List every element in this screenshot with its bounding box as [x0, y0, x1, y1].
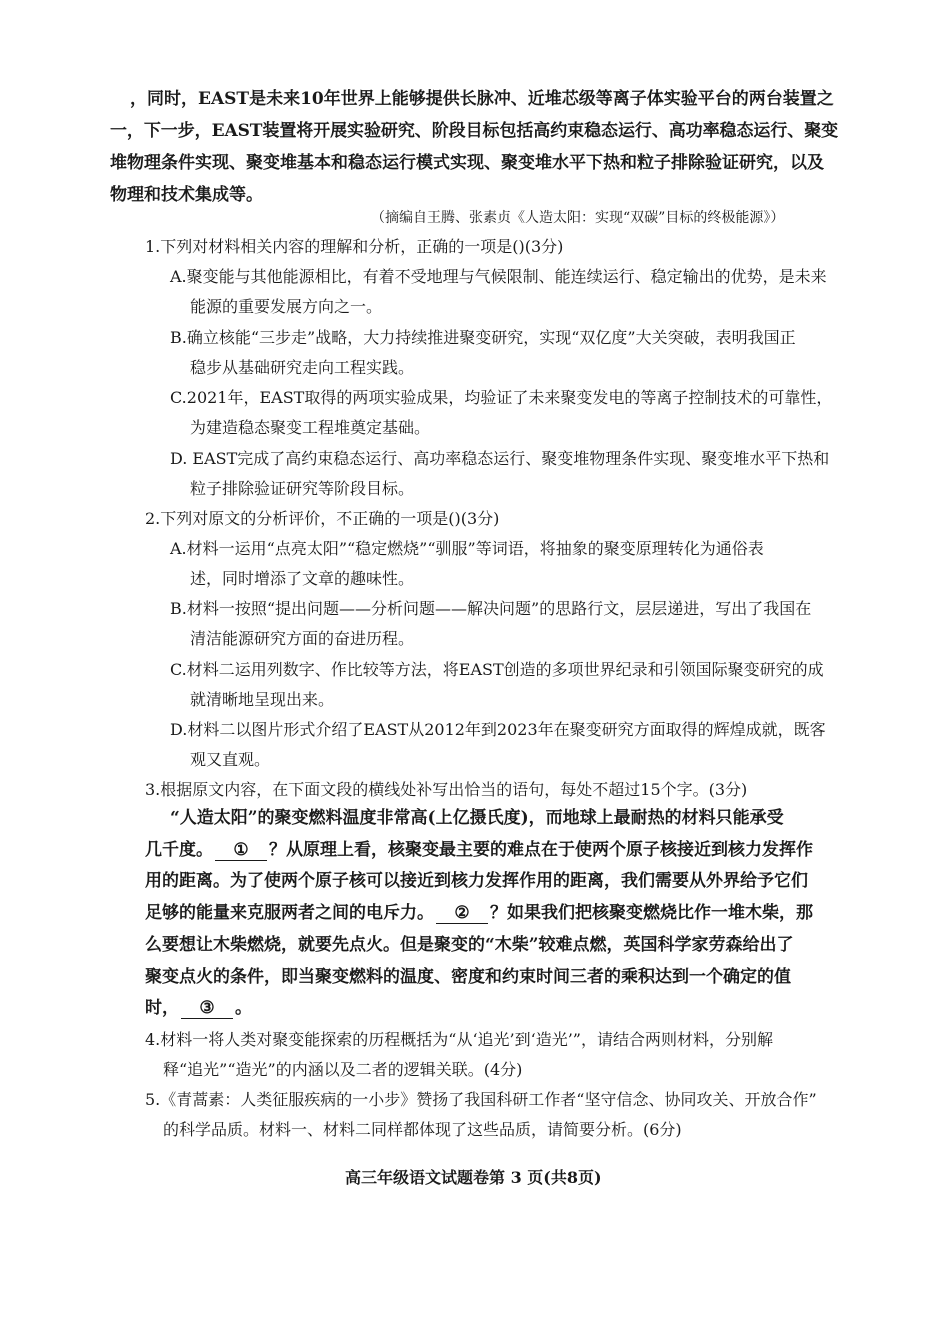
passage-line-1: ，同时，EAST是未来10年世界上能够提供长脉冲、近堆芯级等离子体实验平台的两台装置之: [130, 89, 834, 109]
q3-text-line-6: 聚变点火的条件，即当聚变燃料的温度、密度和约束时间三者的乘积达到一个确定的值: [145, 967, 791, 987]
page-footer: 高三年级语文试题卷第 3 页(共8页): [345, 1168, 602, 1187]
q3-text-line-5: 么要想让木柴燃烧，就要先点火。但是聚变的“木柴”较难点燃，英国科学家劳森给出了: [145, 935, 794, 955]
q1-option-a: A.聚变能与其他能源相比，有着不受地理与气候限制、能连续运行、稳定输出的优势，是未来: [170, 267, 827, 286]
blank-1[interactable]: ①: [215, 840, 267, 861]
passage-line-4: 物理和技术集成等。: [110, 185, 263, 205]
q2-option-c-cont: 就清晰地呈现出来。: [190, 690, 335, 709]
q1-option-b: B.确立核能“三步走”战略，大力持续推进聚变研究，实现“双亿度”大关突破，表明我国正: [170, 328, 796, 347]
q4-stem-cont: 释“追光”“造光”的内涵以及二者的逻辑关联。(4分): [163, 1060, 523, 1079]
q3-text-line-2-a: 几千度。: [145, 840, 213, 860]
q4-stem: 4.材料一将人类对聚变能探索的历程概括为“从‘追光’到‘造光’”，请结合两则材料，分别解: [145, 1030, 773, 1049]
blank-2[interactable]: ②: [436, 903, 488, 924]
q3-text-line-4: [145, 902, 813, 924]
q3-text-line-4-b: ？如果我们把核聚变燃烧比作一堆木柴，那: [490, 903, 813, 923]
q1-option-a-cont: 能源的重要发展方向之一。: [190, 297, 383, 316]
q5-stem-cont: 的科学品质。材料一、材料二同样都体现了这些品质，请简要分析。(6分): [163, 1120, 682, 1139]
q3-text-line-7-a: 时，: [145, 998, 179, 1018]
blank-3[interactable]: ③: [181, 998, 233, 1019]
q2-option-b-cont: 清洁能源研究方面的奋进历程。: [190, 629, 415, 648]
passage-source: （摘编自王腾、张素贞《人造太阳：实现“双碳”目标的终极能源》）: [371, 210, 785, 226]
q3-text-line-1: “人造太阳”的聚变燃料温度非常高(上亿摄氏度)，而地球上最耐热的材料只能承受: [170, 808, 784, 828]
q1-option-d: D. EAST完成了高约束稳态运行、高功率稳态运行、聚变堆物理条件实现、聚变堆水平下热和: [170, 449, 830, 468]
q3-text-line-7-b: 。: [235, 998, 252, 1018]
q3-text-line-2: [145, 839, 813, 861]
q2-option-d-cont: 观又直观。: [190, 750, 271, 769]
q2-option-c: C.材料二运用列数字、作比较等方法，将EAST创造的多项世界纪录和引领国际聚变研究的成: [170, 660, 824, 679]
q1-stem: 1.下列对材料相关内容的理解和分析，正确的一项是()(3分): [145, 237, 564, 256]
passage-line-2: 一，下一步，EAST装置将开展实验研究、阶段目标包括高约束稳态运行、高功率稳态运行、聚变: [110, 121, 839, 141]
q2-option-a: A.材料一运用“点亮太阳”“稳定燃烧”“驯服”等词语，将抽象的聚变原理转化为通俗表: [170, 539, 764, 558]
q1-option-c-cont: 为建造稳态聚变工程堆奠定基础。: [190, 418, 431, 437]
q2-option-b: B.材料一按照“提出问题——分析问题——解决问题”的思路行文，层层递进，写出了我国在: [170, 599, 812, 618]
q2-option-d: D.材料二以图片形式介绍了EAST从2012年到2023年在聚变研究方面取得的辉煌成就，既客: [170, 720, 826, 739]
q1-option-b-cont: 稳步从基础研究走向工程实践。: [190, 358, 415, 377]
q1-option-d-cont: 粒子排除验证研究等阶段目标。: [190, 479, 415, 498]
q3-text-line-3: 用的距离。为了使两个原子核可以接近到核力发挥作用的距离，我们需要从外界给予它们: [145, 871, 808, 891]
q3-stem: 3.根据原文内容，在下面文段的横线处补写出恰当的语句，每处不超过15个字。(3分): [145, 780, 748, 799]
q3-text-line-7: [145, 997, 252, 1019]
q2-option-a-cont: 述，同时增添了文章的趣味性。: [190, 569, 415, 588]
q1-option-c: C.2021年，EAST取得的两项实验成果，均验证了未来聚变发电的等离子控制技术的可靠性，: [170, 388, 833, 407]
q5-stem: 5.《青蒿素：人类征服疾病的一小步》赞扬了我国科研工作者“坚守信念、协同攻关、开放合作”: [145, 1090, 817, 1109]
q3-text-line-2-b: ？从原理上看，核聚变最主要的难点在于使两个原子核接近到核力发挥作: [269, 840, 813, 860]
passage-line-3: 堆物理条件实现、聚变堆基本和稳态运行模式实现、聚变堆水平下热和粒子排除验证研究，以及: [110, 153, 824, 173]
q3-text-line-4-a: 足够的能量来克服两者之间的电斥力。: [145, 903, 434, 923]
q2-stem: 2.下列对原文的分析评价，不正确的一项是()(3分): [145, 509, 500, 528]
